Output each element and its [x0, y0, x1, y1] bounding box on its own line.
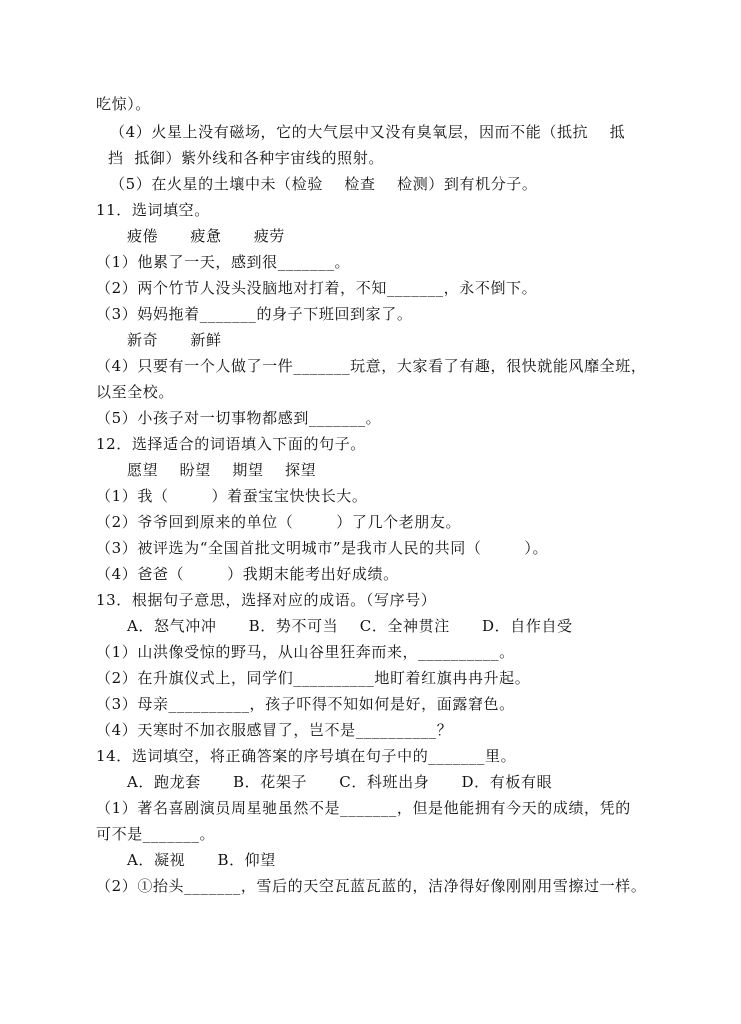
- text-line: （4）爸爸（ ）我期末能考出好成绩。: [96, 565, 399, 583]
- idiom-options: A．怒气冲冲 B．势不可当 C．全神贯注 D．自作自受: [127, 617, 573, 635]
- question-heading: 11．选词填空。: [96, 201, 210, 219]
- text-line: （5）小孩子对一切事物都感到_______。: [96, 409, 382, 427]
- word-options: 疲倦 疲惫 疲劳: [127, 227, 286, 245]
- question-heading: 13．根据句子意思，选择对应的成语。（写序号）: [96, 591, 437, 609]
- text-line: （1）我（ ）着蚕宝宝快快长大。: [96, 487, 368, 505]
- text-line: 挡 抵御）紫外线和各种宇宙线的照射。: [108, 149, 384, 167]
- text-line: （4）只要有一个人做了一件_______玩意，大家看了有趣，很快就能风靡全班，: [96, 357, 647, 375]
- text-line: （1）著名喜剧演员周星驰虽然不是_______，但是他能拥有今天的成绩，凭的: [96, 799, 631, 817]
- text-line: 可不是_______。: [96, 825, 216, 843]
- text-line: （5）在火星的土壤中未（检验 检查 检测）到有机分子。: [110, 175, 538, 193]
- text-line: （2）爷爷回到原来的单位（ ）了几个老朋友。: [96, 513, 462, 531]
- text-line: （1）他累了一天，感到很_______。: [96, 253, 351, 271]
- text-line: （4）天寒时不加衣服感冒了，岂不是__________？: [96, 721, 453, 739]
- text-line: （1）山洪像受惊的野马，从山谷里狂奔而来，__________。: [96, 643, 515, 661]
- text-line: （2）在升旗仪式上，同学们__________地盯着红旗冉冉升起。: [96, 669, 531, 687]
- text-line: 以至全校。: [96, 383, 175, 401]
- text-line: （2）两个竹节人没头没脑地对打着，不知_______，永不倒下。: [96, 279, 538, 297]
- question-heading: 12．选择适合的词语填入下面的句子。: [96, 435, 366, 453]
- text-line: （3）母亲__________，孩子吓得不知如何是好，面露窘色。: [96, 695, 515, 713]
- text-line: （4）火星上没有磁场，它的大气层中又没有臭氧层，因而不能（抵抗 抵: [110, 123, 626, 141]
- word-options: 愿望 盼望 期望 探望: [127, 461, 317, 479]
- text-line: （3）妈妈拖着_______的身子下班回到家了。: [96, 305, 413, 323]
- text-line: （2）①抬头_______，雪后的天空瓦蓝瓦蓝的，洁净得好像刚刚用雪擦过一样。: [96, 877, 647, 895]
- word-options: 新奇 新鲜: [127, 331, 222, 349]
- question-heading: 14．选词填空，将正确答案的序号填在句子中的_______里。: [96, 747, 517, 765]
- text-line: （3）被评选为“全国首批文明城市”是我市人民的共同（ ）。: [96, 539, 549, 557]
- idiom-options: A．跑龙套 B．花架子 C．科班出身 D．有板有眼: [127, 773, 553, 791]
- text-line: 吃惊）。: [96, 95, 151, 113]
- word-options: A．凝视 B．仰望: [127, 851, 276, 869]
